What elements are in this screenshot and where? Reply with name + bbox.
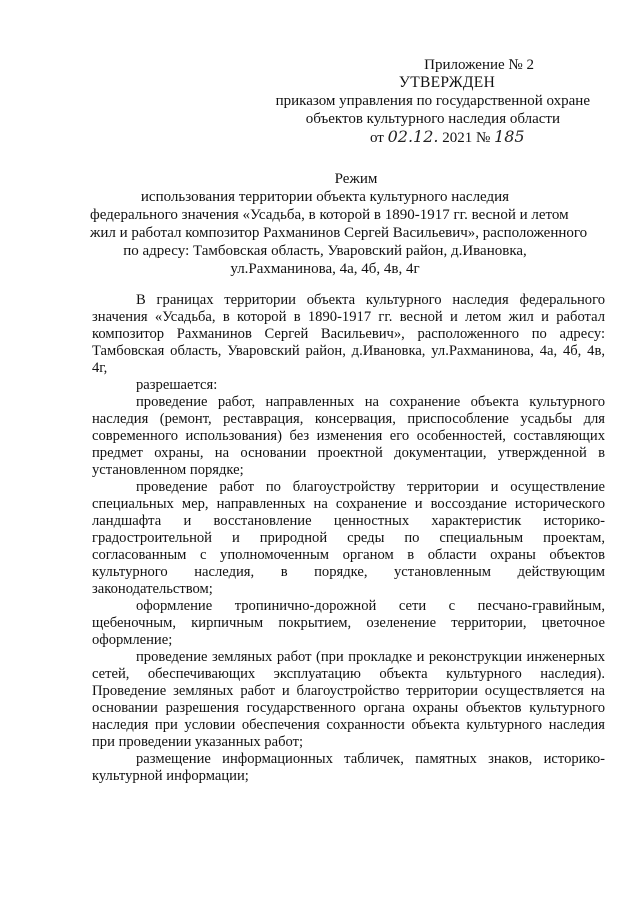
approved-label: УТВЕРЖДЕН xyxy=(398,74,496,91)
title-line-3: жил и работал композитор Рахманинов Сергей Васильевич», расположенного xyxy=(90,225,588,241)
allowed-label: разрешается: xyxy=(136,377,218,393)
year-number-label: 2021 № xyxy=(442,130,491,146)
intro-paragraph: В границах территории объекта культурного наследия федерального значения «Усадьба, в которой в 1890-1917 гг. весной и летом жил и работал композитор Рахманинов Сергей Васильевич», расположенного по адресу: Тамбовская область, Уваровский район, д.Ивановка, ул.Рахманинова, 4а, 4б, 4в, 4г, xyxy=(92,292,605,376)
allowed-item: оформление тропинично-дорожной сети с песчано-гравийным, щебеночным, кирпичным покрытием, озеленение территории, цветочное оформление; xyxy=(92,598,605,648)
order-date-line xyxy=(270,128,590,147)
approval-header xyxy=(270,56,590,147)
document-title xyxy=(90,170,588,278)
title-line-4: по адресу: Тамбовская область, Уваровский район, д.Ивановка, xyxy=(123,243,527,259)
title-line-5: ул.Рахманинова, 4а, 4б, 4в, 4г xyxy=(230,261,420,277)
allowed-item: проведение земляных работ (при прокладке и реконструкции инженерных сетей, обеспечивающих эксплуатацию объекта культурного наследия). Проведение земляных работ и благоустройство территории осуществляется на основании разрешения государственного органа охраны объектов культурного наследия при условии обеспечения сохранности объекта культурного наследия при проведении указанных работ; xyxy=(92,649,605,750)
title-line-1: использования территории объекта культурного наследия xyxy=(140,189,510,205)
order-line-2: объектов культурного наследия области xyxy=(305,111,560,127)
order-line-1: приказом управления по государственной охране xyxy=(275,93,590,109)
title-line-2: федерального значения «Усадьба, в которой в 1890-1917 гг. весной и летом xyxy=(90,207,569,223)
handwritten-number: 185 xyxy=(494,127,525,146)
date-prefix: от xyxy=(370,130,384,146)
allowed-item: размещение информационных табличек, памятных знаков, историко-культурной информации; xyxy=(92,751,605,784)
document-body xyxy=(92,292,605,785)
appendix-label: Приложение № 2 xyxy=(424,57,534,73)
allowed-item: проведение работ по благоустройству территории и осуществление специальных мер, направленных на сохранение и воссоздание исторического ландшафта и восстановление ценностных характеристик историко-градостроительной и природной среды по специальным проектам, согласованным с уполномоченным органом в области охраны объектов культурного наследия, в порядке, установленным действующим законодательством; xyxy=(92,479,605,597)
title-mode: Режим xyxy=(334,171,378,187)
allowed-item: проведение работ, направленных на сохранение объекта культурного наследия (ремонт, реставрация, консервация, приспособление усадьбы для современного использования) без изменения его особенностей, составляющих предмет охраны, на основании проектной документации, утвержденной в установленном порядке; xyxy=(92,394,605,478)
handwritten-date: 02.12. xyxy=(387,127,439,146)
